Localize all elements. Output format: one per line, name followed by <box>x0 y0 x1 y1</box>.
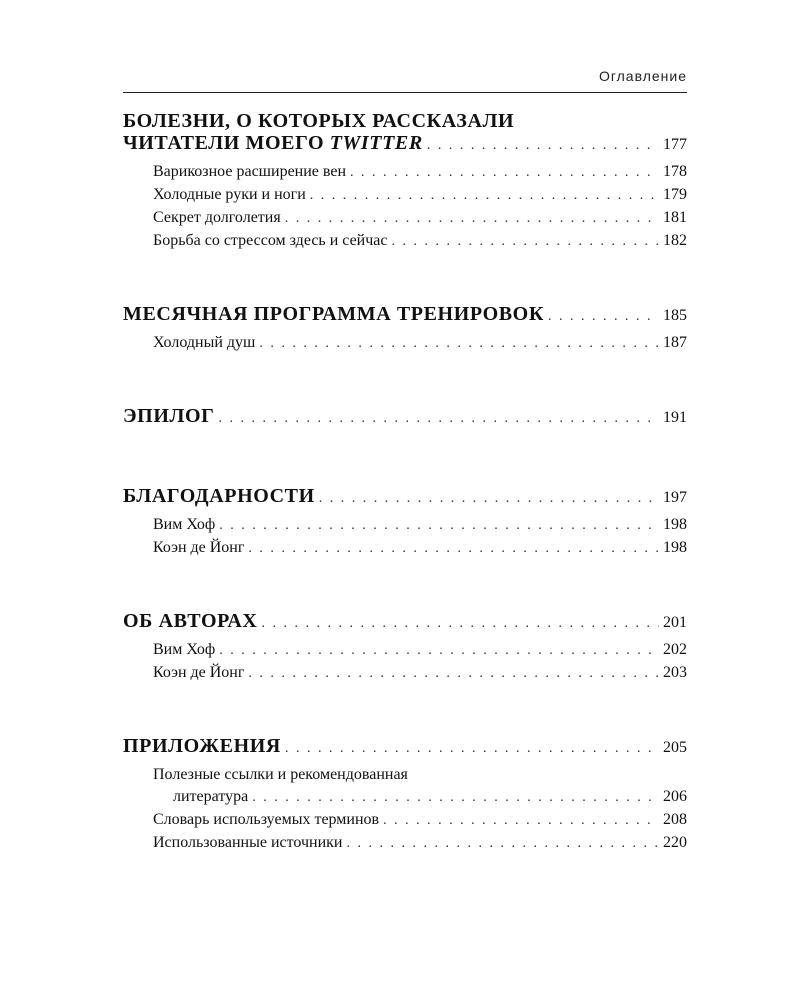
section-title-prefix: ЧИТАТЕЛИ МОЕГО <box>123 132 325 154</box>
toc-section-diseases <box>123 110 687 253</box>
dot-leader <box>350 162 659 184</box>
entry-label: Холодные руки и ноги <box>153 186 306 203</box>
page-number: 201 <box>663 614 687 631</box>
section-title: МЕСЯЧНАЯ ПРОГРАММА ТРЕНИРОВОК <box>123 303 544 325</box>
dot-leader <box>346 833 659 855</box>
page-number: 208 <box>663 811 687 828</box>
page-number: 220 <box>663 834 687 851</box>
toc-entry[interactable] <box>123 662 687 685</box>
toc-entry[interactable] <box>123 230 687 253</box>
dot-leader <box>427 135 659 157</box>
dot-leader <box>548 306 659 328</box>
page-number: 205 <box>663 739 687 756</box>
toc-entry[interactable] <box>123 161 687 184</box>
toc-section-epilogue <box>123 405 687 430</box>
page-number: 191 <box>663 409 687 426</box>
entry-label: Использованные источники <box>153 834 343 851</box>
table-of-contents <box>123 110 687 855</box>
entry-label: Варикозное расширение вен <box>153 163 347 180</box>
dot-leader <box>383 810 659 832</box>
section-title: БЛАГОДАРНОСТИ <box>123 485 315 507</box>
dot-leader <box>310 185 659 207</box>
entry-label: Вим Хоф <box>153 516 216 533</box>
page-number: 198 <box>663 539 687 556</box>
page-number: 182 <box>663 232 687 249</box>
dot-leader <box>261 613 659 635</box>
toc-entry[interactable] <box>123 809 687 832</box>
dot-leader <box>285 208 659 230</box>
section-title: ПРИЛОЖЕНИЯ <box>123 735 281 757</box>
page-number: 179 <box>663 186 687 203</box>
dot-leader <box>248 538 659 560</box>
toc-entry[interactable] <box>123 832 687 855</box>
header-rule <box>123 92 687 93</box>
section-title: ЭПИЛОГ <box>123 405 215 427</box>
toc-entry[interactable] <box>123 514 687 537</box>
toc-entry[interactable] <box>123 639 687 662</box>
page-number: 181 <box>663 209 687 226</box>
entry-label: Борьба со стрессом здесь и сейчас <box>153 232 388 249</box>
entry-label-line1: Полезные ссылки и рекомендованная <box>153 766 408 783</box>
dot-leader <box>218 408 659 430</box>
entry-label: Коэн де Йонг <box>153 664 245 681</box>
section-title-line2[interactable] <box>123 132 687 157</box>
entry-label: Вим Хоф <box>153 641 216 658</box>
dot-leader <box>219 515 659 537</box>
entry-label: Секрет долголетия <box>153 209 281 226</box>
page-number: 178 <box>663 163 687 180</box>
toc-section-acknowledgements <box>123 485 687 560</box>
toc-entry[interactable] <box>123 332 687 355</box>
page-number: 187 <box>663 334 687 351</box>
section-title-line1[interactable]: БОЛЕЗНИ, О КОТОРЫХ РАССКАЗАЛИ <box>123 110 515 132</box>
page-number: 185 <box>663 307 687 324</box>
toc-section-appendices <box>123 735 687 855</box>
entry-label-line2: литература <box>173 788 249 805</box>
page-number: 203 <box>663 664 687 681</box>
dot-leader <box>391 231 659 253</box>
toc-entry[interactable] <box>123 184 687 207</box>
toc-entry[interactable] <box>123 537 687 560</box>
section-title: ОБ АВТОРАХ <box>123 610 258 632</box>
section-title-row[interactable] <box>123 303 687 328</box>
section-title-row[interactable] <box>123 610 687 635</box>
toc-entry[interactable] <box>123 207 687 230</box>
toc-section-authors <box>123 610 687 685</box>
dot-leader <box>219 640 659 662</box>
entry-label: Коэн де Йонг <box>153 539 245 556</box>
section-title-row[interactable] <box>123 405 687 430</box>
toc-section-training <box>123 303 687 355</box>
page-number: 198 <box>663 516 687 533</box>
page-number: 206 <box>663 788 687 805</box>
entry-label: Холодный душ <box>153 334 256 351</box>
page-number: 177 <box>663 136 687 153</box>
dot-leader <box>285 738 659 760</box>
dot-leader <box>252 787 659 809</box>
dot-leader <box>319 488 659 510</box>
entry-label: Словарь используемых терминов <box>153 811 380 828</box>
toc-entry[interactable] <box>123 764 687 809</box>
section-title-row[interactable] <box>123 485 687 510</box>
section-title-italic: TWITTER <box>329 132 423 154</box>
running-head: Оглавление <box>598 68 687 84</box>
page-number: 202 <box>663 641 687 658</box>
dot-leader <box>259 333 659 355</box>
section-title-row[interactable] <box>123 735 687 760</box>
dot-leader <box>248 663 659 685</box>
page-number: 197 <box>663 489 687 506</box>
